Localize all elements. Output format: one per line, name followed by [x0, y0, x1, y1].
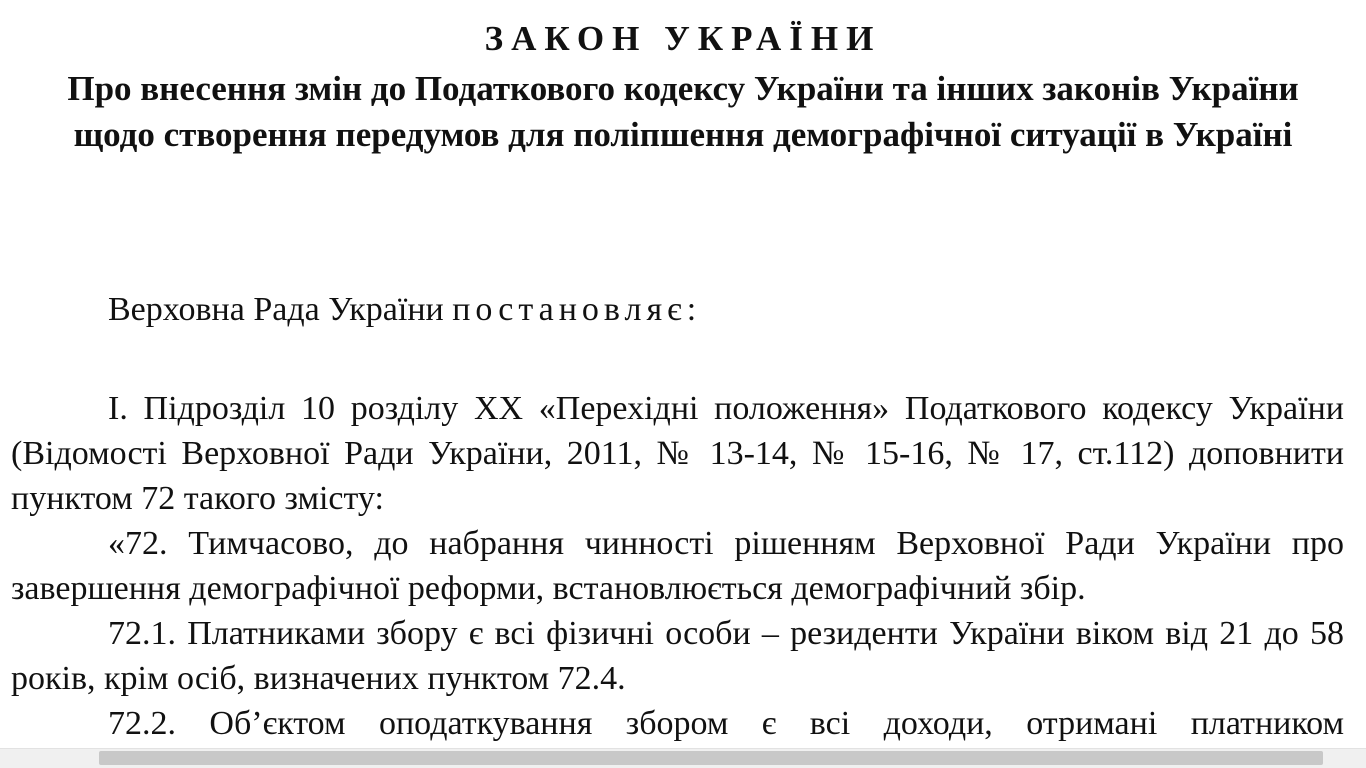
paragraph-item-72-1: 72.1. Платниками збору є всі фізичні особи – резиденти України віком від 21 до 58 років, крім осіб, визначених пунктом 72.4.: [11, 615, 1344, 697]
law-title: ЗАКОН УКРАЇНИ: [484, 19, 882, 58]
preamble-resolves: постановляє:: [452, 291, 702, 328]
paragraph-item-72: «72. Тимчасово, до набрання чинності рішенням Верховної Ради України про завершення демографічної реформи, встановлюється демографічний збір.: [11, 525, 1344, 607]
preamble: [11, 287, 1344, 332]
paragraph-section-1: І. Підрозділ 10 розділу ХХ «Перехідні положення» Податкового кодексу України (Відомості Верховної Ради України, 2011, № 13-14, № 15-16, № 17, ст.112) доповнити пунктом 72 такого змісту:: [11, 390, 1344, 517]
preamble-text: Верховна Рада України: [108, 291, 453, 328]
paragraph-item-72-2: 72.2. Об’єктом оподаткування збором є всі доходи, отримані платником: [108, 705, 1344, 742]
law-subtitle: Про внесення змін до Податкового кодексу України та інших законів України щодо створення передумов для поліпшення демографічної ситуації в Україні: [67, 69, 1299, 154]
scrollbar-thumb[interactable]: [99, 751, 1323, 765]
horizontal-scrollbar[interactable]: [0, 748, 1366, 768]
